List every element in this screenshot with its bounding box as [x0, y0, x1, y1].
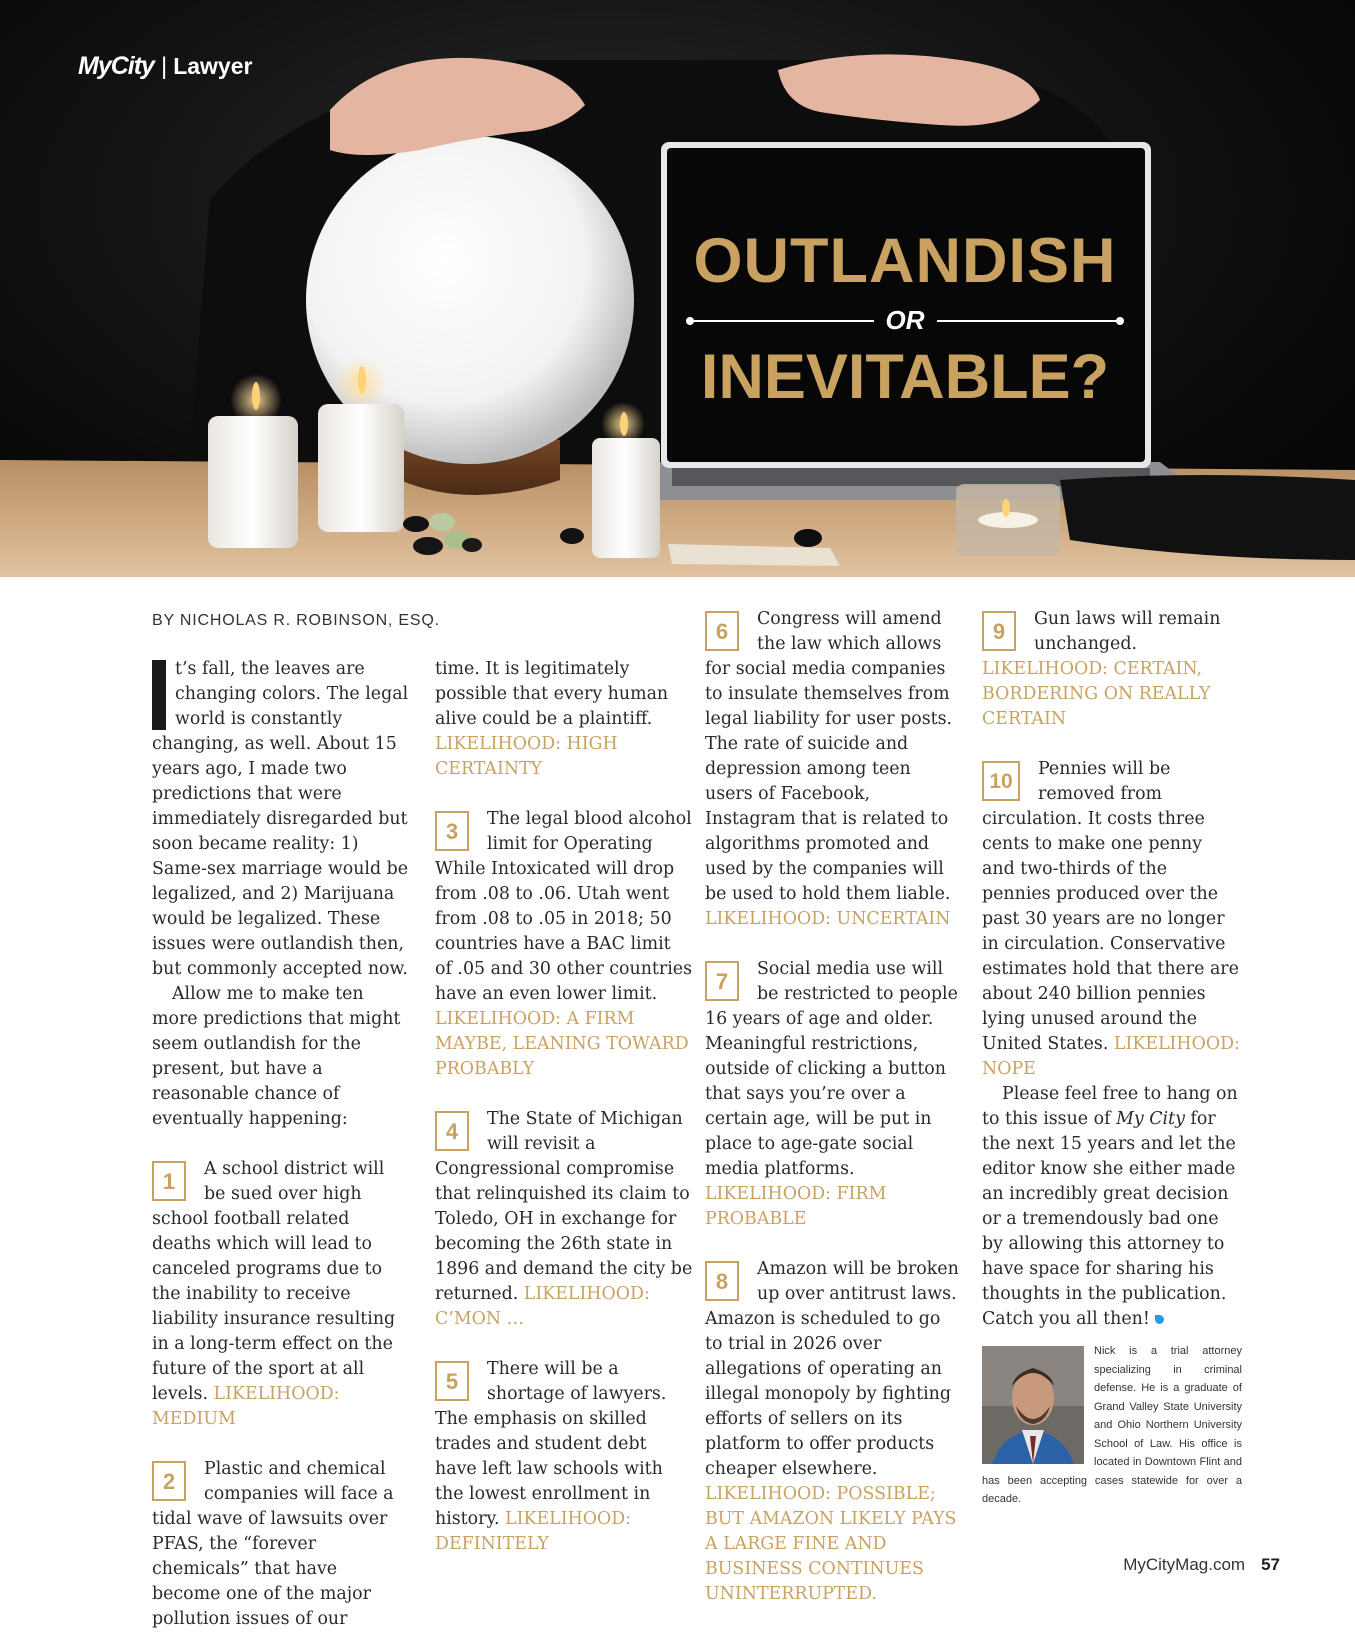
text-column-4 [982, 607, 1240, 1332]
crystal-ball-scene-illustration [0, 0, 1355, 577]
prediction-1 [152, 1157, 410, 1432]
intro-paragraph-2: Allow me to make ten more predictions that might seem outlandish for the present, but have a reasonable chance of eventually happening: [152, 984, 401, 1129]
prediction-7 [705, 957, 963, 1232]
prediction-likelihood: LIKELIHOOD: DEFINITELY [435, 1509, 632, 1554]
prediction-number-badge: 6 [705, 611, 739, 651]
prediction-text: Plastic and chemical companies will face a tidal wave of lawsuits over PFAS, the “forever chemicals” that have become one of the major pollution issues of our [152, 1459, 394, 1629]
prediction-6 [705, 607, 963, 932]
prediction-number-badge: 7 [705, 961, 739, 1001]
prediction-number-badge: 1 [152, 1161, 186, 1201]
intro-paragraph-1 [152, 657, 410, 982]
prediction-number-badge: 8 [705, 1261, 739, 1301]
prediction-number-badge: 5 [435, 1361, 469, 1401]
prediction-text: Pennies will be removed from circulation. It costs three cents to make one penny and two-thirds of the pennies produced over the past 30 years are no longer in circulation. Conservative estimates hold that there are about 240 billion pennies lying unused around the United States. [982, 759, 1239, 1054]
prediction-8 [705, 1257, 963, 1607]
prediction-likelihood: LIKELIHOOD: UNCERTAIN [705, 909, 951, 929]
prediction-number-badge: 2 [152, 1461, 186, 1501]
text-column-2 [435, 657, 693, 1557]
closing-text-end: for the next 15 years and let the editor know she either made an incredibly great decision or a tremendously bad one by allowing this attorney to have space for sharing his thoughts in the publication. Catch you all then! [982, 1109, 1236, 1329]
prediction-text: There will be a shortage of lawyers. The emphasis on skilled trades and student debt have left law schools with the lowest enrollment in history. [435, 1359, 667, 1529]
author-bio [982, 1342, 1242, 1509]
page-number: 57 [1261, 1555, 1280, 1574]
headline-divider [690, 305, 1120, 336]
prediction-text: Social media use will be restricted to people 16 years of age and older. Meaningful restrictions, outside of clicking a button that says you’re over a certain age, will be put in place to age-gate social media platforms. [705, 959, 958, 1179]
prediction-likelihood: LIKELIHOOD: A FIRM MAYBE, LEANING TOWARD PROBABLY [435, 1009, 689, 1079]
prediction-text: Congress will amend the law which allows for social media companies to insulate themselves from legal liability for user posts. The rate of suicide and depression among teen users of Facebook, Instagram that is related to algorithms promoted and used by the companies will be used to hold them liable. [705, 609, 953, 904]
divider-line-right [937, 320, 1121, 322]
closing-paragraph [982, 1082, 1240, 1332]
author-photo [982, 1346, 1084, 1464]
prediction-2 [152, 1457, 410, 1632]
brand-logo [78, 52, 252, 81]
prediction-text: Amazon will be broken up over antitrust laws. Amazon is scheduled to go to trial in 2026 over allegations of operating an illegal monopoly by fighting efforts of sellers on its platform to offer products cheaper elsewhere. [705, 1259, 959, 1479]
brand-name: MyCity [78, 52, 154, 80]
page-footer [1123, 1555, 1280, 1575]
brand-separator: | [160, 53, 168, 80]
byline: BY NICHOLAS R. ROBINSON, ESQ. [152, 612, 440, 629]
prediction-likelihood: LIKELIHOOD: MEDIUM [152, 1384, 340, 1429]
brand-section: Lawyer [173, 53, 253, 79]
prediction-text-continued: time. It is legitimately possible that every human alive could be a plaintiff. [435, 659, 669, 729]
text-column-1 [152, 657, 410, 1632]
prediction-text: A school district will be sued over high school football related deaths which will lead to canceled programs due to the inability to receive liability insurance resulting in a long-term effect on the future of the sport at all levels. [152, 1159, 396, 1404]
prediction-likelihood: LIKELIHOOD: HIGH CERTAINTY [435, 734, 618, 779]
prediction-number-badge: 9 [982, 611, 1016, 651]
closing-magazine-name: My City [1116, 1109, 1185, 1129]
prediction-5 [435, 1357, 693, 1557]
article-headline [690, 226, 1120, 412]
prediction-2-continued [435, 657, 693, 782]
drop-cap [152, 660, 166, 730]
prediction-3 [435, 807, 693, 1082]
prediction-4 [435, 1107, 693, 1332]
headline-line2: INEVITABLE? [700, 342, 1110, 412]
intro-paragraph-1-text: t’s fall, the leaves are changing colors. The legal world is constantly changing, as well. About 15 years ago, I made two predictions that were immediately disregarded but soon became reality: 1) Same-sex marriage would be legalized, and 2) Marijuana would be legalized. These issues were outlandish then, but commonly accepted now. [152, 659, 409, 979]
prediction-9 [982, 607, 1240, 732]
prediction-number-badge: 10 [982, 761, 1020, 801]
prediction-10 [982, 757, 1240, 1082]
prediction-likelihood: LIKELIHOOD: CERTAIN, BORDERING ON REALLY CERTAIN [982, 659, 1211, 729]
headline-or: OR [885, 305, 925, 335]
footer-website: MyCityMag.com [1123, 1555, 1246, 1574]
hero-image [0, 0, 1355, 577]
prediction-likelihood: LIKELIHOOD: NOPE [982, 1034, 1240, 1079]
end-of-article-icon [1155, 1315, 1164, 1324]
text-column-3 [705, 607, 963, 1607]
divider-line-left [690, 320, 874, 322]
prediction-likelihood: LIKELIHOOD: POSSIBLE; BUT AMAZON LIKELY PAYS A LARGE FINE AND BUSINESS CONTINUES UNINTERRUPTED. [705, 1484, 957, 1604]
author-bio-text: Nick is a trial attorney specializing in criminal defense. He is a graduate of Grand Valley State University and Ohio Northern University School of Law. His office is located in Downtown Flint and has been accepting cases statewide for over a decade. [982, 1345, 1242, 1505]
prediction-text: The State of Michigan will revisit a Congressional compromise that relinquished its claim to Toledo, OH in exchange for becoming the 26th state in 1896 and demand the city be returned. [435, 1109, 693, 1304]
prediction-text: Gun laws will remain unchanged. [1034, 609, 1221, 654]
prediction-number-badge: 3 [435, 811, 469, 851]
prediction-text: The legal blood alcohol limit for Operating While Intoxicated will drop from .08 to .06. Utah went from .08 to .05 in 2018; 50 countries have a BAC limit of .05 and 30 other countries have an even lower limit. [435, 809, 692, 1004]
closing-text-start: Please feel free to hang on to this issue of [982, 1084, 1238, 1129]
prediction-likelihood: LIKELIHOOD: FIRM PROBABLE [705, 1184, 887, 1229]
prediction-likelihood: LIKELIHOOD: C’MON … [435, 1284, 650, 1329]
headline-line1: OUTLANDISH [693, 226, 1117, 296]
prediction-number-badge: 4 [435, 1111, 469, 1151]
